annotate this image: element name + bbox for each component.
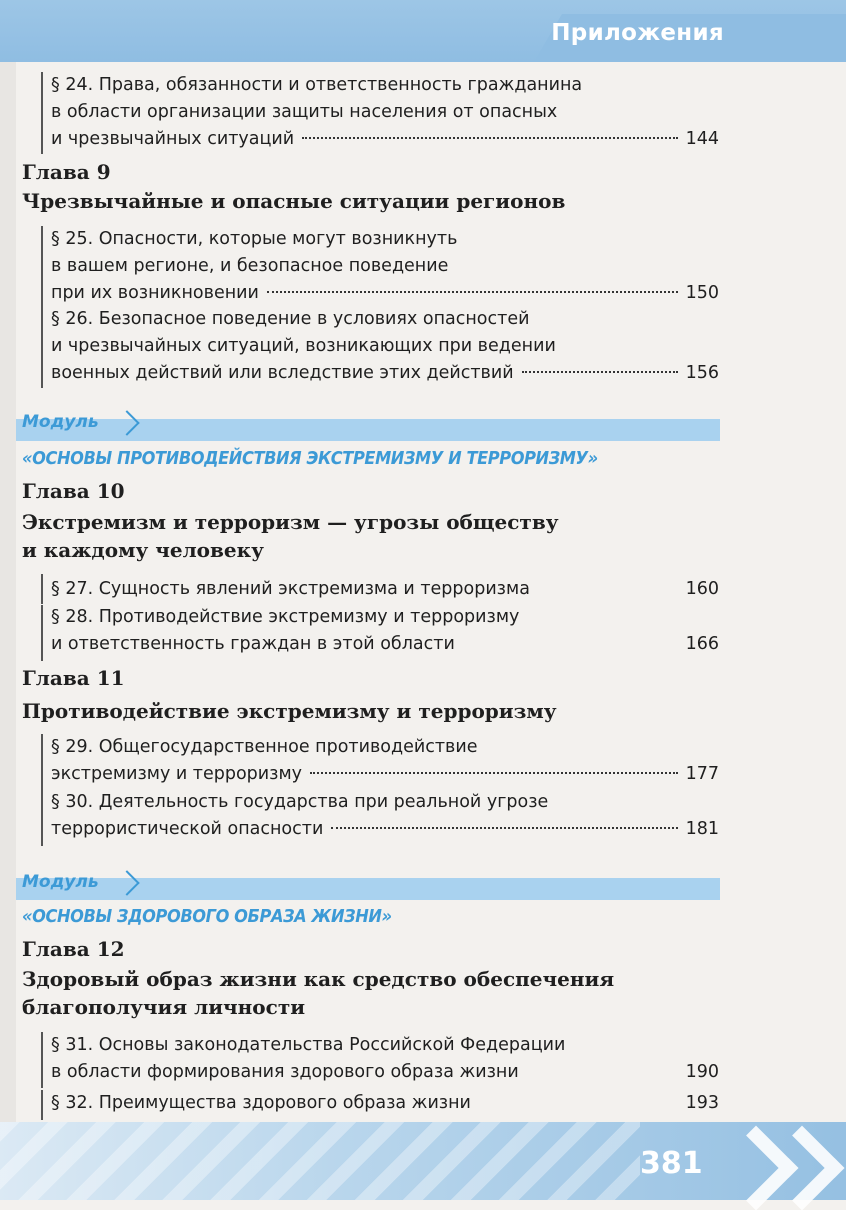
dot-leader xyxy=(522,371,678,373)
dot-leader xyxy=(267,291,678,293)
dot-leader xyxy=(331,827,677,829)
page-ref: 166 xyxy=(685,634,719,654)
chapter-title: и каждому человеку xyxy=(22,538,264,562)
chapter-label: Глава 10 xyxy=(22,479,125,503)
toc-entry-24[interactable] xyxy=(51,72,719,153)
toc-entry-29[interactable] xyxy=(51,734,719,788)
chapter-title: Экстремизм и терроризм — угрозы обществу xyxy=(22,510,559,534)
entry-line: и чрезвычайных ситуаций, возникающих при ведении xyxy=(51,336,556,356)
entry-bar xyxy=(41,1032,43,1088)
entry-last-line xyxy=(51,360,719,387)
toc-entry-31[interactable] xyxy=(51,1032,719,1086)
entry-line: в области организации защиты населения от опасных xyxy=(51,102,558,122)
entry-last-line xyxy=(51,126,719,153)
chapter-label: Глава 11 xyxy=(22,666,125,690)
entry-text: § 27. Сущность явлений экстремизма и терроризма xyxy=(51,579,530,599)
page-number: 381 xyxy=(640,1146,703,1181)
entry-line: § 24. Права, обязанности и ответственность гражданина xyxy=(51,75,583,95)
entry-last-line xyxy=(51,1090,719,1117)
page-ref: 190 xyxy=(685,1062,719,1082)
entry-text: террористической опасности xyxy=(51,819,324,839)
page-ref: 150 xyxy=(685,283,719,303)
chapter-title: Чрезвычайные и опасные ситуации регионов xyxy=(22,189,566,213)
entry-bar xyxy=(41,306,43,388)
entry-bar xyxy=(41,790,43,846)
entry-bar xyxy=(41,1090,43,1120)
toc-entry-28[interactable] xyxy=(51,604,719,658)
entry-last-line xyxy=(51,280,719,307)
toc-entry-32[interactable] xyxy=(51,1090,719,1117)
section-title: Приложения xyxy=(551,20,724,46)
entry-text: и ответственность граждан в этой области xyxy=(51,634,455,654)
entry-line: § 29. Общегосударственное противодействие xyxy=(51,737,478,757)
entry-text: в области формирования здорового образа жизни xyxy=(51,1062,519,1082)
entry-bar xyxy=(41,734,43,790)
entry-text: при их возникновении xyxy=(51,283,259,303)
module-word: Модуль xyxy=(22,872,99,892)
toc-entry-26[interactable] xyxy=(51,306,719,387)
entry-bar xyxy=(41,72,43,154)
entry-bar xyxy=(41,574,43,604)
page-ref: 160 xyxy=(685,579,719,599)
chapter-title: Противодействие экстремизму и терроризму xyxy=(22,699,557,723)
entry-text: и чрезвычайных ситуаций xyxy=(51,129,295,149)
entry-last-line xyxy=(51,761,719,788)
module-name: «ОСНОВЫ ЗДОРОВОГО ОБРАЗА ЖИЗНИ» xyxy=(22,906,392,927)
entry-text: экстремизму и терроризму xyxy=(51,764,303,784)
page-ref: 193 xyxy=(685,1093,719,1113)
chapter-title: благополучия личности xyxy=(22,995,306,1019)
dot-leader xyxy=(310,772,678,774)
dot-leader xyxy=(302,137,677,139)
page-ref: 181 xyxy=(685,819,719,839)
entry-line: § 31. Основы законодательства Российской Федерации xyxy=(51,1035,566,1055)
entry-line: § 28. Противодействие экстремизму и терроризму xyxy=(51,607,520,627)
entry-last-line xyxy=(51,631,719,658)
entry-bar xyxy=(41,605,43,661)
toc-entry-25[interactable] xyxy=(51,226,719,307)
toc-entry-30[interactable] xyxy=(51,789,719,843)
toc-entry-27[interactable] xyxy=(51,576,719,603)
module-word: Модуль xyxy=(22,412,99,432)
entry-text: военных действий или вследствие этих действий xyxy=(51,363,514,383)
entry-line: в вашем регионе, и безопасное поведение xyxy=(51,256,449,276)
left-margin xyxy=(0,62,16,1122)
entry-last-line xyxy=(51,576,719,603)
entry-line: § 26. Безопасное поведение в условиях опасностей xyxy=(51,309,530,329)
page-ref: 177 xyxy=(685,764,719,784)
page-ref: 156 xyxy=(685,363,719,383)
entry-line: § 25. Опасности, которые могут возникнуть xyxy=(51,229,458,249)
entry-last-line xyxy=(51,816,719,843)
page-ref: 144 xyxy=(685,129,719,149)
module-name: «ОСНОВЫ ПРОТИВОДЕЙСТВИЯ ЭКСТРЕМИЗМУ И ТЕРРОРИЗМУ» xyxy=(22,448,598,469)
entry-line: § 30. Деятельность государства при реальной угрозе xyxy=(51,792,549,812)
chapter-label: Глава 9 xyxy=(22,160,111,184)
entry-text: § 32. Преимущества здорового образа жизни xyxy=(51,1093,471,1113)
entry-last-line xyxy=(51,1059,719,1086)
entry-bar xyxy=(41,226,43,308)
chapter-label: Глава 12 xyxy=(22,937,125,961)
footer-stripes xyxy=(0,1122,640,1200)
chapter-title: Здоровый образ жизни как средство обеспечения xyxy=(22,967,615,991)
